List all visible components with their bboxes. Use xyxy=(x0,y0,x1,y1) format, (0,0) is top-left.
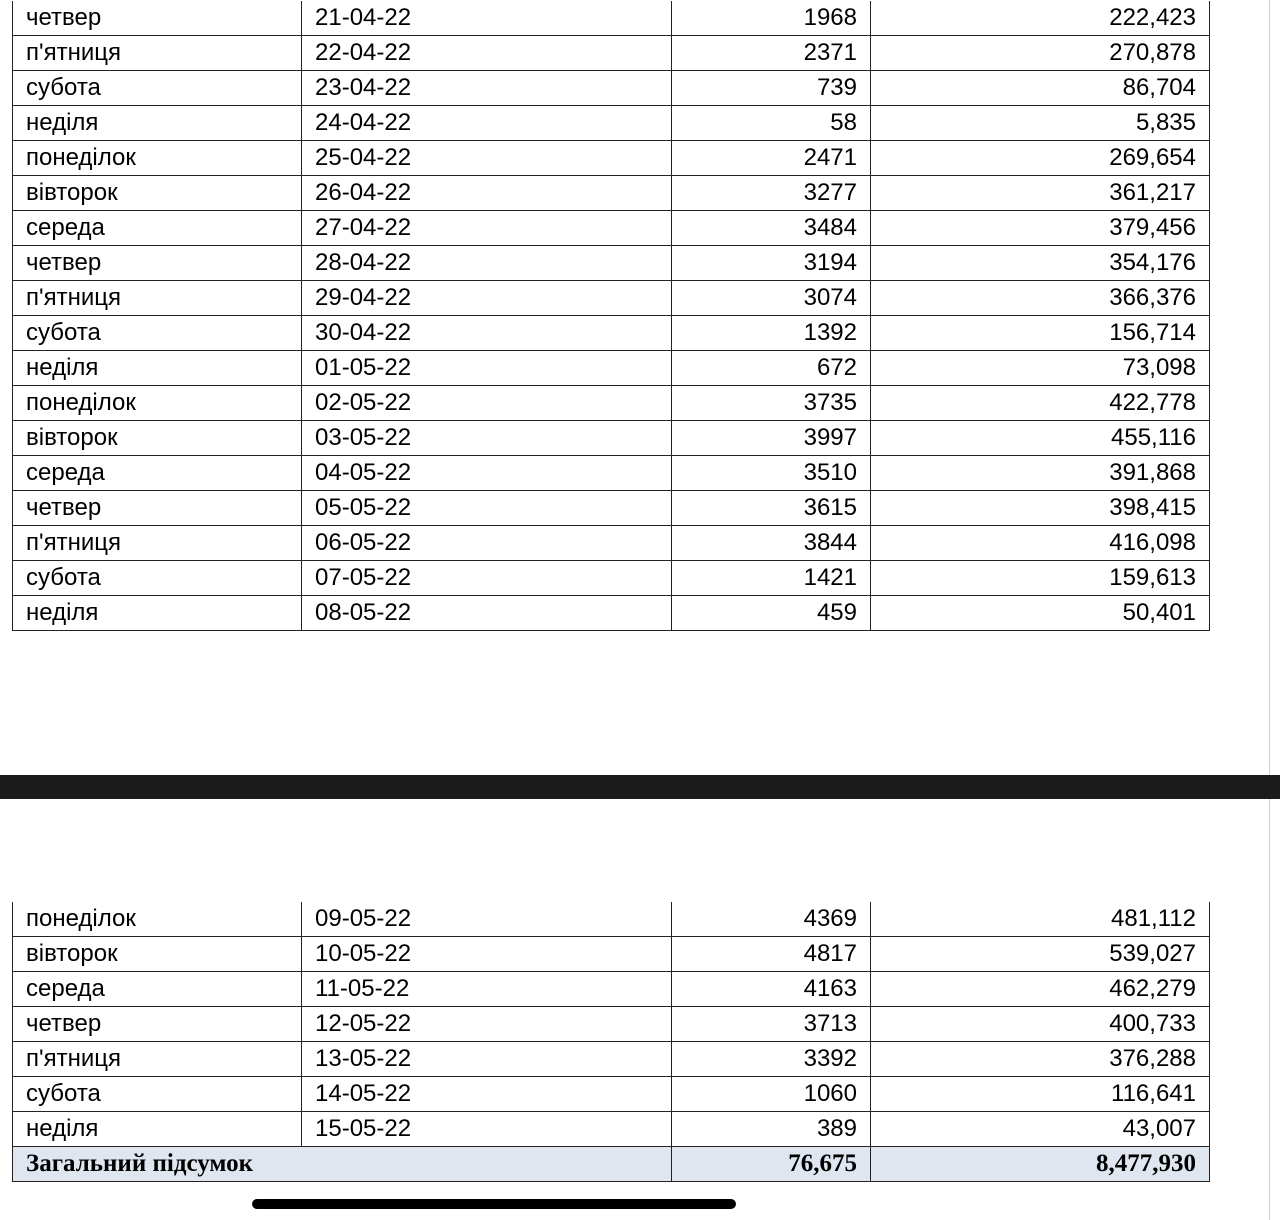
table-row xyxy=(13,351,1210,386)
data-table-top xyxy=(12,1,1210,631)
count-cell: 389 xyxy=(672,1112,871,1147)
amount-cell: 462,279 xyxy=(871,972,1210,1007)
date-cell: 29-04-22 xyxy=(302,281,672,316)
day-cell: середа xyxy=(13,972,302,1007)
day-cell: субота xyxy=(13,1077,302,1112)
day-cell: п'ятниця xyxy=(13,281,302,316)
day-cell: понеділок xyxy=(13,386,302,421)
table-row xyxy=(13,1077,1210,1112)
day-cell: середа xyxy=(13,456,302,491)
table-row xyxy=(13,316,1210,351)
date-cell: 15-05-22 xyxy=(302,1112,672,1147)
amount-cell: 50,401 xyxy=(871,596,1210,631)
grand-total-label: Загальний підсумок xyxy=(13,1147,672,1182)
amount-cell: 43,007 xyxy=(871,1112,1210,1147)
day-cell: вівторок xyxy=(13,176,302,211)
table-row xyxy=(13,1042,1210,1077)
amount-cell: 354,176 xyxy=(871,246,1210,281)
count-cell: 3194 xyxy=(672,246,871,281)
count-cell: 3392 xyxy=(672,1042,871,1077)
table-body-bottom xyxy=(13,902,1210,1147)
count-cell: 4817 xyxy=(672,937,871,972)
date-cell: 02-05-22 xyxy=(302,386,672,421)
day-cell: понеділок xyxy=(13,141,302,176)
day-cell: середа xyxy=(13,211,302,246)
amount-cell: 391,868 xyxy=(871,456,1210,491)
count-cell: 4163 xyxy=(672,972,871,1007)
date-cell: 03-05-22 xyxy=(302,421,672,456)
amount-cell: 116,641 xyxy=(871,1077,1210,1112)
day-cell: неділя xyxy=(13,1112,302,1147)
amount-cell: 366,376 xyxy=(871,281,1210,316)
amount-cell: 361,217 xyxy=(871,176,1210,211)
amount-cell: 455,116 xyxy=(871,421,1210,456)
table-row xyxy=(13,1112,1210,1147)
amount-cell: 222,423 xyxy=(871,1,1210,36)
day-cell: неділя xyxy=(13,596,302,631)
day-cell: вівторок xyxy=(13,937,302,972)
date-cell: 25-04-22 xyxy=(302,141,672,176)
date-cell: 22-04-22 xyxy=(302,36,672,71)
date-cell: 26-04-22 xyxy=(302,176,672,211)
count-cell: 459 xyxy=(672,596,871,631)
page-separator xyxy=(0,775,1280,799)
table-row xyxy=(13,561,1210,596)
amount-cell: 422,778 xyxy=(871,386,1210,421)
grand-total-amount: 8,477,930 xyxy=(871,1147,1210,1182)
day-cell: четвер xyxy=(13,1007,302,1042)
amount-cell: 86,704 xyxy=(871,71,1210,106)
count-cell: 2371 xyxy=(672,36,871,71)
count-cell: 3484 xyxy=(672,211,871,246)
table-row xyxy=(13,36,1210,71)
count-cell: 2471 xyxy=(672,141,871,176)
date-cell: 24-04-22 xyxy=(302,106,672,141)
day-cell: субота xyxy=(13,71,302,106)
amount-cell: 379,456 xyxy=(871,211,1210,246)
date-cell: 10-05-22 xyxy=(302,937,672,972)
count-cell: 3735 xyxy=(672,386,871,421)
date-cell: 13-05-22 xyxy=(302,1042,672,1077)
count-cell: 58 xyxy=(672,106,871,141)
date-cell: 23-04-22 xyxy=(302,71,672,106)
count-cell: 4369 xyxy=(672,902,871,937)
date-cell: 01-05-22 xyxy=(302,351,672,386)
day-cell: п'ятниця xyxy=(13,1042,302,1077)
count-cell: 3074 xyxy=(672,281,871,316)
table-row xyxy=(13,1007,1210,1042)
amount-cell: 156,714 xyxy=(871,316,1210,351)
count-cell: 739 xyxy=(672,71,871,106)
amount-cell: 270,878 xyxy=(871,36,1210,71)
date-cell: 30-04-22 xyxy=(302,316,672,351)
count-cell: 3615 xyxy=(672,491,871,526)
day-cell: п'ятниця xyxy=(13,36,302,71)
table-row xyxy=(13,596,1210,631)
count-cell: 1392 xyxy=(672,316,871,351)
table-row xyxy=(13,421,1210,456)
amount-cell: 5,835 xyxy=(871,106,1210,141)
amount-cell: 398,415 xyxy=(871,491,1210,526)
date-cell: 21-04-22 xyxy=(302,1,672,36)
count-cell: 3713 xyxy=(672,1007,871,1042)
count-cell: 672 xyxy=(672,351,871,386)
day-cell: субота xyxy=(13,561,302,596)
date-cell: 06-05-22 xyxy=(302,526,672,561)
table-row xyxy=(13,902,1210,937)
day-cell: четвер xyxy=(13,1,302,36)
table-row xyxy=(13,211,1210,246)
table-row xyxy=(13,176,1210,211)
date-cell: 08-05-22 xyxy=(302,596,672,631)
table-row xyxy=(13,526,1210,561)
amount-cell: 539,027 xyxy=(871,937,1210,972)
home-indicator-bar xyxy=(252,1199,736,1209)
date-cell: 28-04-22 xyxy=(302,246,672,281)
day-cell: п'ятниця xyxy=(13,526,302,561)
count-cell: 3997 xyxy=(672,421,871,456)
day-cell: четвер xyxy=(13,246,302,281)
amount-cell: 481,112 xyxy=(871,902,1210,937)
grand-total-count: 76,675 xyxy=(672,1147,871,1182)
grand-total-row xyxy=(13,1147,1210,1182)
table-row xyxy=(13,141,1210,176)
table-row xyxy=(13,386,1210,421)
day-cell: неділя xyxy=(13,351,302,386)
amount-cell: 376,288 xyxy=(871,1042,1210,1077)
date-cell: 04-05-22 xyxy=(302,456,672,491)
count-cell: 1968 xyxy=(672,1,871,36)
table-row xyxy=(13,456,1210,491)
date-cell: 11-05-22 xyxy=(302,972,672,1007)
count-cell: 1421 xyxy=(672,561,871,596)
amount-cell: 416,098 xyxy=(871,526,1210,561)
day-cell: понеділок xyxy=(13,902,302,937)
table-row xyxy=(13,71,1210,106)
data-table-bottom xyxy=(12,902,1210,1182)
table-row xyxy=(13,1,1210,36)
amount-cell: 73,098 xyxy=(871,351,1210,386)
day-cell: четвер xyxy=(13,491,302,526)
table-row xyxy=(13,937,1210,972)
date-cell: 07-05-22 xyxy=(302,561,672,596)
amount-cell: 159,613 xyxy=(871,561,1210,596)
date-cell: 27-04-22 xyxy=(302,211,672,246)
count-cell: 3277 xyxy=(672,176,871,211)
table-row xyxy=(13,246,1210,281)
table-row xyxy=(13,281,1210,316)
table-row xyxy=(13,972,1210,1007)
date-cell: 14-05-22 xyxy=(302,1077,672,1112)
table-row xyxy=(13,491,1210,526)
date-cell: 05-05-22 xyxy=(302,491,672,526)
amount-cell: 269,654 xyxy=(871,141,1210,176)
count-cell: 3844 xyxy=(672,526,871,561)
date-cell: 12-05-22 xyxy=(302,1007,672,1042)
table-row xyxy=(13,106,1210,141)
table-body-top xyxy=(13,1,1210,631)
count-cell: 3510 xyxy=(672,456,871,491)
day-cell: субота xyxy=(13,316,302,351)
day-cell: неділя xyxy=(13,106,302,141)
date-cell: 09-05-22 xyxy=(302,902,672,937)
day-cell: вівторок xyxy=(13,421,302,456)
count-cell: 1060 xyxy=(672,1077,871,1112)
amount-cell: 400,733 xyxy=(871,1007,1210,1042)
